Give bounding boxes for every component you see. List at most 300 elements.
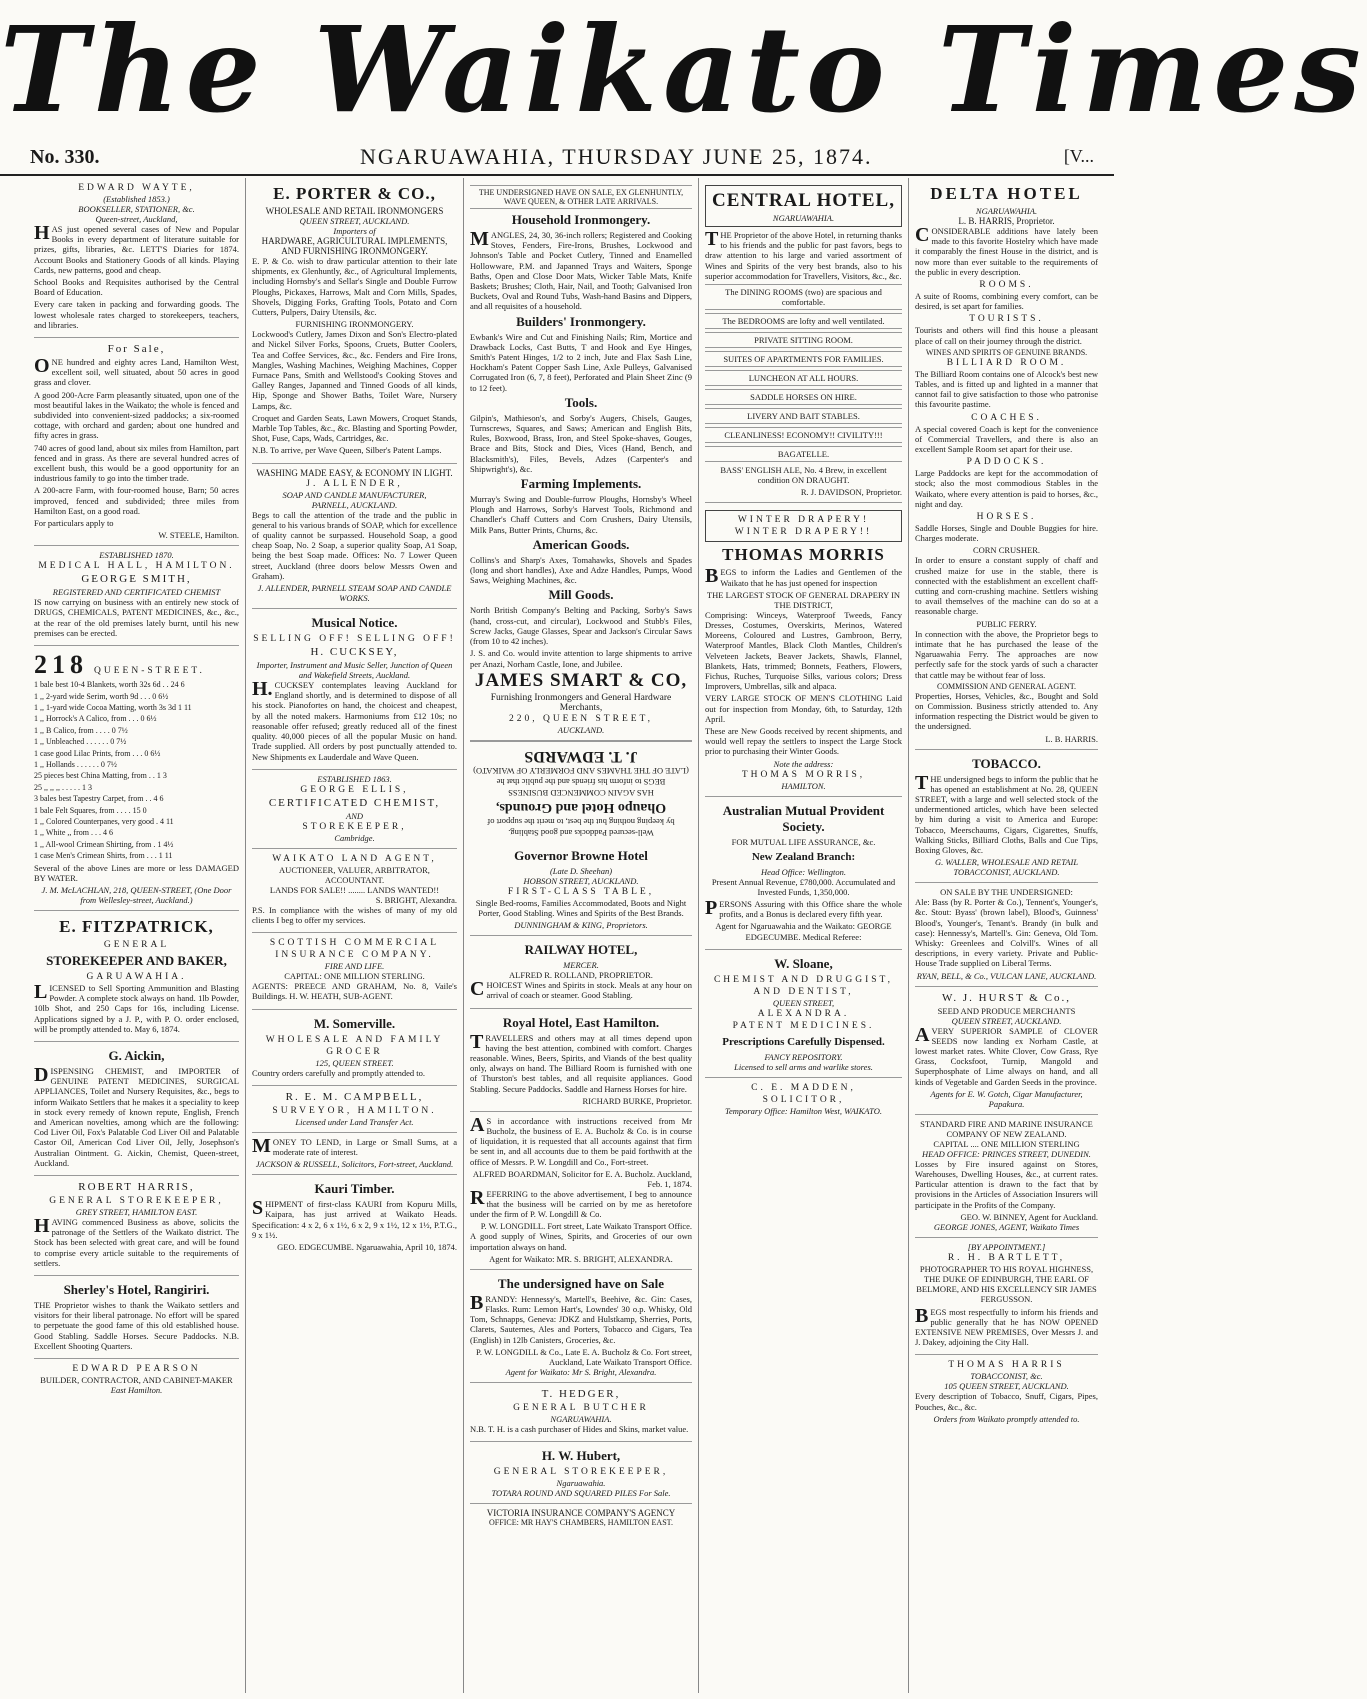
morris-body-1: BEGS to inform the Ladies and Gentlemen of the Waikato that he has just opened for inspection [705, 565, 902, 588]
delta-name: DELTA HOTEL [930, 184, 1083, 203]
kauri-head: Kauri Timber. [314, 1181, 395, 1197]
for-sale-body-5: For particulars apply to [34, 518, 114, 529]
builders-head: Builders' Ironmongery. [516, 313, 646, 329]
porter-goods: HARDWARE, AGRICULTURAL IMPLEMENTS, AND FURNISHING IRONMONGERY. [261, 236, 448, 256]
ohaupo-line: J. T. EDWARDS [524, 747, 638, 765]
smart-top-head: THE UNDERSIGNED HAVE ON SALE, EX GLENHUNTLY, WAVE QUEEN, & OTHER LATE ARRIVALS. [470, 185, 692, 209]
tobacco-head: TOBACCO. [972, 755, 1041, 771]
hurst-trade: SEED AND PRODUCE MERCHANTS [937, 1005, 1076, 1016]
billiard-body: The Billiard Room contains one of Alcock's best new Tables, and is fitted up and lighted in a manner that cannot fail to give satisfaction to those who patronise this favourite pastime. [915, 368, 1098, 410]
somerville-body: Country orders carefully and promptly attended to. [252, 1067, 426, 1078]
issue-number: No. 330. [30, 146, 100, 168]
corn-head: CORN CRUSHER. [972, 545, 1041, 556]
farming-head: Farming Implements. [520, 476, 642, 492]
winter-drapery-head: WINTER DRAPERY! [737, 515, 870, 526]
agent-head: WAIKATO LAND AGENT, [272, 853, 437, 864]
q218-street: QUEEN-STREET. [94, 666, 205, 677]
sloane-place: ALEXANDRA. [757, 1008, 850, 1019]
central-line-6: SADDLE HORSES ON HIRE. [705, 389, 902, 405]
ellis-name: GEORGE ELLIS, [300, 784, 409, 795]
smart-name: JAMES SMART & CO, [474, 669, 688, 691]
est-1863: ESTABLISHED 1863. [317, 773, 392, 784]
mill-head: Mill Goods. [548, 587, 614, 603]
household-body: MANGLES, 24, 30, 36-inch rollers; Registered and Cooking Stoves, Fenders, Fire-Irons, Brushes, Lockwood and Johnson's Table and Pocket Cutlery, Tinned and Enamelled Hollowware, P.M. and Japanned Trays and Waiters, Sponge Baths, Open and Close Door Mats, Wicker Table Mats, Knife Baskets; Brushes; Cloth, Hair, Nail, and Tooth; Galvanised Iron Buckets, Oval and Round Tubs, Wash-hand Basins and Dippers, and all requisites of a household. [470, 228, 692, 312]
ohaupo-line: BEGS to inform his friends and the public that he [496, 776, 666, 787]
somerville-trade: WHOLESALE AND FAMILY GROCER [265, 1034, 444, 1057]
pearson-place: East Hamilton. [110, 1385, 163, 1396]
hedger-name: T. HEDGER, [541, 1387, 621, 1400]
household-head: Household Ironmongery. [511, 212, 651, 227]
soap-addr: PARNELL, AUCKLAND. [311, 499, 398, 510]
porter-ad [252, 178, 457, 464]
gov-head: Governor Browne Hotel [514, 847, 648, 863]
somerville-addr: 125, QUEEN STREET. [315, 1057, 394, 1068]
amp-body-2: PERSONS Assuring with this Office share the whole profits, and a Bonus is declared every fifth year. [705, 897, 902, 920]
ohaupo-ad-inverted [470, 741, 692, 842]
hubert-ad [470, 1442, 692, 1504]
q218-row: 1 ,, Unbleached . . . . . . 0 7½ [34, 737, 127, 747]
comm-body: Properties, Horses, Vehicles, &c., Bought and Sold on Commission. Business strictly attended to. Any information respecting the District would be given to the undersigned. [915, 690, 1098, 732]
tourists-head: TOURISTS. [969, 314, 1044, 325]
wayte-trade: BOOKSELLER, STATIONER, &c. [78, 204, 195, 214]
pearson-trade: BUILDER, CONTRACTOR, AND CABINET-MAKER [40, 1375, 233, 1386]
kauri-ad [252, 1175, 457, 1257]
coaches-head: COACHES. [971, 412, 1042, 423]
morris-ad [705, 503, 902, 796]
undersigned-body: BRANDY: Hennessy's, Martell's, Beehive, &c. Gin: Cases, Flasks. Rum: Lemon Hart's, Lowndes' 30 o.p. Whisky, Old Tom, Schnapps, Geneva: JDKZ and Hulstkamp, Sherries, Ports, Clarets, Sauternes, Ales and Porters, Tobacco and Cigars, Tea (English) in 12lb Canisters, Groceries, &c. [470, 1291, 692, 1345]
ferry-head: PUBLIC FERRY. [976, 618, 1037, 629]
q218-row: 1 case good Lilac Prints, from . . . 0 6½ [34, 748, 161, 758]
for-sale-head: For Sale, [107, 343, 166, 356]
columns [28, 178, 1104, 1693]
sherley-ad [34, 1276, 239, 1359]
delta-prop: L. B. HARRIS, Proprietor. [958, 216, 1055, 226]
railway-body: CHOICEST Wines and Spirits in stock. Meals at any hour on arrival of coach or steamer. Good Stabling. [470, 978, 692, 1001]
hubert-trade: GENERAL STOREKEEPER, [493, 1466, 669, 1477]
tools-head: Tools. [564, 394, 598, 410]
ohaupo-line: HAS AGAIN COMMENCED BUSINESS [508, 787, 654, 798]
q218-row: 25 pieces best China Matting, from . . 1 3 [34, 771, 167, 781]
central-line-3: PRIVATE SITTING ROOM. [705, 332, 902, 348]
for-sale-body-2: A good 200-Acre Farm pleasantly situated, upon one of the most beautiful lakes in the Waikato; the whole is fenced and subdivided into convenient-sized paddocks; a six-roomed cottage, with orchard and garden; about one hundred and fifty acres in grass. [34, 389, 239, 441]
q218-row: 1 ,, 1-yard wide Cocoa Matting, worth 3s 3d 1 11 [34, 702, 192, 712]
mill-note: J. S. and Co. would invite attention to large shipments to arrive per Anazi, Norham Castle, Ione, and Jubilee. [470, 648, 692, 669]
central-body: THE Proprietor of the above Hotel, in returning thanks to his friends and the public for past favors, begs to draw attention to his large and varied assortment of Wines and Spirits of the very best brands, also to his superior accommodation for Travellers, Visitors, &c., &c. [705, 228, 902, 281]
porter-name: E. PORTER & CO., [273, 184, 436, 203]
hedger-nb: N.B. T. H. is a cash purchaser of Hides and Skins, market value. [470, 1423, 689, 1434]
money-body: MONEY TO LEND, in Large or Small Sums, at a moderate rate of interest. [252, 1134, 457, 1157]
longdill-body: REFERRING to the above advertisement, I beg to announce that the business will be carried on by me as heretofore under the firm of P. W. Longdill & Co. [470, 1186, 692, 1220]
gov-addr: HOBSON STREET, AUCKLAND. [523, 875, 639, 886]
tools-body: Gilpin's, Mathieson's, and Sorby's Augers, Chisels, Gauges, Turnscrews, Squares, and Saws; American and English Bits, Rules, Boxwood, Brass, Iron, and Steel Spoke-shaves, Gouges, Brace and Bits, Stock and Dies, Vices (Hand, Bench, and Blacksmith's), Files, Bevels, Adzes (Carpenter's and Shipwright's), &c. [470, 412, 692, 474]
ellis-place: Cambridge. [334, 832, 375, 843]
q218-row: 1 ,, Colored Counterpanes, very good . 4 11 [34, 816, 174, 826]
victoria-ad [470, 1504, 692, 1532]
ryan-bell-ad [915, 883, 1098, 986]
q218-row: 3 bales best Tapestry Carpet, from . . 4 6 [34, 794, 164, 804]
harris-body: HAVING commenced Business as above, solicits the patronage of the Settlers of the Waikato district. The Stock has been selected with great care, and will be found to comprise every article suitable to the requirements of settlers. [34, 1215, 239, 1268]
volume: [V... [1063, 146, 1094, 166]
q218-number: 218 [34, 650, 88, 680]
aickin-body: DISPENSING CHEMIST, and IMPORTER of GENUINE PATENT MEDICINES, SURGICAL APPLIANCES, Toilet and Nursery Requisites, &c., begs to inform Waikato Settlers that he makes it a speciality to keep in stock every remedy of known repute, English, French and American novelties, among which are the following: Cod Liver Oil, Fox's Palatable Cod Liver Oil and Palatable Castor Oil, American Cod Liver Oil, Jelly, Josephson's Australian Ointment. G. Aickin, Chemist, Queen-street, Auckland. [34, 1064, 239, 1168]
q218-row: 1 ,, Hollands . . . . . . 0 7½ [34, 759, 117, 769]
q218-row: 1 bale best 10-4 Blankets, worth 32s 6d . . 24 6 [34, 680, 185, 690]
farming-body: Murray's Swing and Double-furrow Ploughs, Hornsby's Wheel Plough and Harrows, Sorby's Harvest Tools, Richmond and Chandler's Chaff Cutters and Corn Crushers, Dairy Utensils, Milk Pans, Butter Prints, Churns, &c. [470, 494, 692, 535]
governor-browne-ad [470, 842, 692, 936]
sloane-name: W. Sloane, [774, 955, 833, 971]
q218-signature: J. M. McLACHLAN, 218, QUEEN-STREET, (One Door from Wellesley-street, Auckland.) [41, 885, 232, 905]
bartlett-body: PHOTOGRAPHER TO HIS ROYAL HIGHNESS, THE DUKE OF EDINBURGH, THE EARL OF BELMORE, AND HIS EXCELLENCY SIR JAMES FERGUSSON. [916, 1263, 1097, 1305]
central-line-2: The BEDROOMS are lofty and well ventilated. [705, 313, 902, 329]
porter-trade: WHOLESALE AND RETAIL IRONMONGERS [265, 206, 444, 216]
dateline [0, 140, 1114, 176]
bartlett-body-2: BEGS most respectfully to inform his friends and public generally that he has NOW OPENED EXTENSIVE NEW PREMISES, Over Messrs J. and J. Dakey, adjoining the City Hall. [915, 1304, 1098, 1348]
licensed-arms: Licensed to sell arms and warlike stores. [734, 1061, 873, 1072]
column-5 [909, 178, 1104, 1693]
railway-hotel-ad [470, 936, 692, 1008]
gov-body: Single Bed-rooms, Families Accommodated, Boots and Night Porter, Good Stabling. Wines and Spirits of the Best Brands. [475, 897, 687, 918]
sloane-patent: PATENT MEDICINES. [732, 1020, 875, 1031]
fitz-place: GARUAWAHIA. [86, 972, 187, 982]
longdill-signature: P. W. LONGDILL. Fort street, Late Waikato Transport Office. [480, 1221, 692, 1232]
scot-sub: INSURANCE COMPANY. [275, 950, 434, 961]
amp-ad [705, 797, 902, 950]
land-agent-ad [252, 849, 457, 933]
bucholz-signature: ALFRED BOARDMAN, Solicitor for E. A. Bucholz. Auckland, Feb. 1, 1874. [472, 1168, 692, 1189]
builders-body: Ewbank's Wire and Cut and Finishing Nails; Rim, Mortice and Drawback Locks, Cast Butts, T and Hook and Eye Hinges, Smith's Patent Hinges, 1/2 to 2 inch, Jute and Flax Sash Line, Hockham's Patent Copper Sash Line, Axle Pulleys, Galvanised Corrugated Iron (6, 7, 8 feet), Perforated and Plain Sheet Zinc (9 to 12 feet). [470, 331, 692, 393]
medical-hall: MEDICAL HALL, HAMILTON. [38, 561, 235, 572]
for-sale-body-1: ONE hundred and eighty acres Land, Hamilton West, excellent soil, well situated, about 50 acres in good grass and clover. [34, 355, 239, 388]
sfm-office: HEAD OFFICE: PRINCES STREET, DUNEDIN. [922, 1148, 1091, 1159]
cucksey-ad [252, 609, 457, 770]
smart-city: AUCKLAND. [557, 724, 605, 735]
th-name: THOMAS HARRIS [948, 1360, 1065, 1371]
somerville-name: M. Somerville. [313, 1015, 396, 1031]
madden-trade: SOLICITOR, [762, 1094, 845, 1105]
thomas-harris-ad [915, 1355, 1098, 1428]
morris-place: HAMILTON. [781, 780, 826, 791]
q218-row: 1 bale Felt Squares, from . . . . 15 0 [34, 805, 147, 815]
scot-fire: FIRE AND LIFE. [324, 961, 385, 972]
campbell-ad [252, 1086, 457, 1133]
soap-trade: SOAP AND CANDLE MANUFACTURER, [282, 489, 427, 500]
q218-row: 1 ,, 2-yard wide Serim, worth 9d . . . 0 6½ [34, 691, 169, 701]
central-line-4: SUITES OF APARTMENTS FOR FAMILIES. [705, 351, 902, 367]
masthead [0, 0, 1367, 140]
sfm-body: Losses by Fire insured against on Stores, Warehouses, Dwelling Houses, &c., at current rates. Particular attention is drawn to the fact that by provisions in the Articles of Association Insurers will participate in the Profits of the Company. [915, 1158, 1098, 1210]
q218-price-list [34, 680, 239, 861]
rooms-body: A suite of Rooms, combining every comfort, can be desired, is set apart for families. [915, 291, 1098, 312]
paddocks-head: PADDOCKS. [966, 457, 1047, 468]
mclachlan-ad [34, 646, 239, 911]
sloane-addr: QUEEN STREET, [772, 997, 835, 1008]
porter-body-2: Lockwood's Cutlery, James Dixon and Son's Electro-plated and Nickel Silver Forks, Spoons, Cruets, Butter Coolers, Tea and Coffee Services, &c., &c. Fenders and Fire Irons, Mangles, Washing Machines, Weighing Machines, Copper Furnace Pans, Smith and Wellstood's Cooking Stoves and Galley Ranges, Japanned and Tinned Goods of all kinds, Hip, Sponge and Shower Baths, Toilet Ware, Nursery Lamps, &c. [252, 329, 457, 411]
column-4 [699, 178, 909, 1693]
fitz-body: LICENSED to Sell Sporting Ammunition and Blasting Powder. A complete stock always on hand. 1lb Powder, 10lb Shot, and 250 Caps for 16s, including License. Applications signed by a J. P., with P. O. order enclosed, will be promptly attended to. May 6, 1874. [34, 981, 239, 1034]
wayte-body-1: HAS just opened several cases of New and Popular Books in every department of literature suitable for prizes, gifts, libraries, &c. LETT'S Diaries for 1874. Account Books and Stationery Goods of all kinds. Playing Cards, new patterns, good and cheap. [34, 222, 239, 275]
cucksey-trade: Importer, Instrument and Music Seller, Junction of Queen and Wakefield Streets, Auckland. [256, 660, 453, 681]
delta-place: NGARUAWAHIA. [975, 206, 1038, 216]
onsale-body: Ale: Bass (by R. Porter & Co.), Tennent's, Younger's, &c. Stout: Byass' (brown label), Blood's, Guinness' Blood's, Younger's, Tenant's. Brandy (in bulk and case): Hennessy's, Martell's. Gin: Geneva, Old Tom. Whisky: Greenlees and Colvill's. Wines of all descriptions, in every variety. Private and Public-House Trade supplied on Liberal Terms. [915, 897, 1098, 969]
american-head: American Goods. [532, 536, 630, 552]
ellis-ad [252, 770, 457, 849]
smith-name: GEORGE SMITH, [81, 573, 192, 586]
hurst-body: AVERY SUPERIOR SAMPLE of CLOVER SEEDS now landing ex Norham Castle, at lowest market rates. White Clover, Cow Grass, Rye Grass, Cocksfoot, Turnip, Mangold and Superphosphate of Lime always on hand, and all kinds of Vegetable and Garden Seeds in the province. [915, 1023, 1098, 1087]
central-signature: R. J. DAVIDSON, Proprietor. [800, 487, 902, 498]
est-1870: ESTABLISHED 1870. [99, 550, 174, 561]
th-trade: TOBACCONIST, &c. [970, 1371, 1043, 1382]
for-sale-body-3: 740 acres of good land, about six miles from Hamilton, part fenced and in grass. As there are several hundred acres of excellent bush, this would be a good opportunity for an industrious family to go into the timber trade. [34, 442, 239, 484]
campbell-body: Licensed under Land Transfer Act. [295, 1116, 414, 1127]
wayte-name: EDWARD WAYTE, [78, 183, 195, 193]
hedger-place: NGARUAWAHIA. [550, 1413, 612, 1424]
american-body: Collins's and Sharp's Axes, Tomahawks, Shovels and Spades (long and short handles), Axe and Adze Handles, Pumps, Wood Saws, Weighing Machines, &c. [470, 554, 692, 586]
gov-late: (Late D. Sheehan) [549, 865, 613, 876]
smith-title: REGISTERED AND CERTIFICATED CHEMIST [52, 587, 221, 598]
bartlett-appt: [BY APPOINTMENT.] [967, 1241, 1046, 1252]
hubert-sub: TOTARA ROUND AND SQUARED PILES For Sale. [491, 1487, 671, 1498]
victoria-head: VICTORIA INSURANCE COMPANY'S AGENCY [486, 1507, 676, 1518]
music-head: Musical Notice. [311, 615, 398, 631]
aickin-name: G. Aickin, [108, 1048, 165, 1064]
column-2 [246, 178, 464, 1693]
fitz-trade: STOREKEEPER AND BAKER, [46, 953, 227, 968]
scot-agents: AGENTS: PREECE AND GRAHAM, No. 8, Vaile's Buildings. H. W. HEATH, SUB-AGENT. [252, 981, 457, 1002]
central-line-8: CLEANLINESS! ECONOMY!! CIVILITY!!! [705, 427, 902, 443]
delta-hotel-ad [915, 178, 1098, 750]
bright-head: Agent for Waikato: MR. S. BRIGHT, ALEXANDRA. [489, 1253, 673, 1264]
wayte-est: (Established 1853.) [103, 194, 170, 204]
central-name: CENTRAL HOTEL, [712, 190, 895, 211]
longdill-note: A good supply of Wines, Spirits, and Groceries of our own importation always on hand. [470, 1231, 692, 1252]
prescriptions: Prescriptions Carefully Dispensed. [722, 1035, 885, 1048]
morris-body-4: These are New Goods received by recent shipments, and would well repay the settlers to inspect the Large Stock prior to purchasing their Winter Goods. [705, 726, 902, 757]
hedger-ad [470, 1383, 692, 1442]
ohaupo-line: (LATE OF THE THAMES AND FORMERLY OF WAIKATO) [473, 765, 689, 776]
horses-body: Saddle Horses, Single and Double Buggies for hire. Charges moderate. [915, 523, 1098, 544]
kauri-body: SHIPMENT of first-class KAURI from Kopuru Mills, Kaipara, has just arrived at Waikato Heads. Specification: 4 x 2, 6 x 1½, 6 x 2, 9 x 1½, 12 x 1½, P.T.G., 9 x 1½. [252, 1197, 457, 1240]
undersigned-signature: P. W. LONGDILL & Co., Late E. A. Bucholz & Co. Fort street, Auckland, Late Waikato Transport Office. [476, 1346, 692, 1367]
campbell-trade: SURVEYOR, HAMILTON. [272, 1105, 437, 1116]
central-line-1: The DINING ROOMS (two) are spacious and comfortable. [705, 284, 902, 310]
ellis-and: AND [346, 810, 363, 821]
porter-subhead: FURNISHING IRONMONGERY. [295, 319, 414, 330]
kauri-signature: GEO. EDGECUMBE. Ngaruawahia, April 10, 1874. [277, 1241, 457, 1252]
wines-head: WINES AND SPIRITS OF GENUINE BRANDS. [925, 347, 1088, 357]
fitz-general: GENERAL [103, 940, 170, 950]
porter-nb: N.B. To arrive, per Wave Queen, Silber's Patent Lamps. [252, 445, 442, 456]
morris-body-2: Comprising: Winceys, Waterproof Tweeds, Fancy Dresses, Costumes, Overskirts, Merinos, Watered Moreens, Coloured and Lustres, Gambroon, Berry, Waterproof Mantles, Black Cloth Mantles, Children's Velveteen Jackets, Beaver Jackets, Shawls, Flannel, Blankets, Hats, trimmed; Bonnets, Feathers, Flowers, Fichus, Ruches, Turquoise Silks, various colors; Dress Improvers, Umbrellas, silk and alpaca. [705, 609, 902, 692]
sloane-trade: CHEMIST AND DRUGGIST, AND DENTIST, [713, 974, 894, 997]
billiard-head: BILLIARD ROOM. [946, 357, 1067, 368]
for-sale-body-4: A 200-acre Farm, with four-roomed house, Barn; 50 acres improved, fenced and subdivided; three miles from Hamilton East, on a good road. [34, 485, 239, 516]
coaches-body: A special covered Coach is kept for the convenience of Commercial Travellers, and there is also an excellent Sample Room set apart for their use. [915, 423, 1098, 455]
smith-body: IS now carrying on business with an entirely new stock of DRUGS, CHEMICALS, PATENT MEDICINES, &c., &c., at the rear of the old premises lately burnt, until his new premises can be erected. [34, 597, 239, 638]
scottish-ad [252, 933, 457, 1009]
agent-signature: S. BRIGHT, Alexandra. [375, 894, 457, 905]
cucksey-body: H.CUCKSEY contemplates leaving Auckland for England shortly, and is determined to dispose of all his stock. Pianofortes on hand, the choicest and cheapest, by all the noted makers. Harmoniums from £12 10s; no reasonable offer refused; greatly reduced all of the finest quality. 40,000 pieces of all the popular Music on hand. Trade supplied. All orders by post punctually attended to. New Shipments ex Lauderdale and Wave Queen. [252, 678, 457, 762]
scot-capital: CAPITAL: ONE MILLION STERLING. [284, 971, 425, 982]
bucholz-body: AS in accordance with instructions received from Mr Bucholz, the business of E. A. Bucholz & Co. is in course of liquidation, it is requested that all accounts against that firm be sent in, and all accounts due to them be paid forthwith at the office of Messrs. P. W. Longdill and Co., Fort-street. [470, 1113, 692, 1167]
royal-signature: RICHARD BURKE, Proprietor. [582, 1095, 692, 1106]
mill-body: North British Company's Belting and Packing, Sorby's Saws (hand, cross-cut, and circular), Lockwood and Stubb's Files, Screw Jacks, Gauge Glasses, Spear and Jackson's Circular Saws (from 10 to 42 inches). [470, 605, 692, 647]
smart-ad [470, 178, 692, 741]
royal-body: TRAVELLERS and others may at all times depend upon having the best attention, combined with comfort. Charges reasonable. Wines, Beers, Spirits, and Viands of the best quality only, always on hand. The Billiard Room is furnished with one of Thurston's best tables, and all requisite appliances. Good Stabling. Secure Paddocks. Saddle and Harness Horses for hire. [470, 1030, 692, 1094]
agent-sub: AUCTIONEER, VALUER, ARBITRATOR, ACCOUNTANT. [279, 864, 430, 885]
campbell-name: R. E. M. CAMPBELL, [285, 1090, 424, 1103]
money-signature: JACKSON & RUSSELL, Solicitors, Fort-street, Auckland. [255, 1159, 454, 1170]
column-3 [464, 178, 699, 1693]
porter-body-1: E. P. & Co. wish to draw particular attention to their late shipments, ex Glenhuntly, &c., of Agricultural Implements, including Hornsby's and Sellar's Single and Double Furrow Ploughs, Pickaxes, Harrows, Malt and Corn Mills, Spades, Shovels, Digging Forks, Grafting Tools, Potato and Corn Cutters, Pulpers, Dairy Utensils, &c. [252, 256, 457, 318]
wayte-body-3: Every care taken in packing and forwarding goods. The lowest wholesale rates charged to storekeepers, teachers, and libraries. [34, 299, 239, 330]
sfm-sub: GEORGE JONES, AGENT, Waikato Times [933, 1221, 1080, 1232]
morris-name: THOMAS MORRIS [722, 545, 885, 565]
fitz-name: E. FITZPATRICK, [59, 917, 214, 936]
hedger-trade: GENERAL BUTCHER [513, 1402, 649, 1413]
undersigned-ad [470, 1270, 692, 1383]
harris-ad [34, 1176, 239, 1276]
comm-head: COMMISSION AND GENERAL AGENT. [936, 681, 1077, 691]
bartlett-name: R. H. BARTLETT, [947, 1252, 1066, 1263]
sherley-body: THE Proprietor wishes to thank the Waikato settlers and visitors for their liberal patronage. No effort will be spared to perpetuate the good fame of this old established house. Good Stabling. Saddle Horses. Secure Paddocks. N.B. Excellent Shooting Quarters. [34, 1300, 239, 1351]
hurst-addr: QUEEN STREET, AUCKLAND. [951, 1015, 1062, 1026]
royal-hotel-ad [470, 1009, 692, 1112]
soap-name: J. ALLENDER, [306, 478, 403, 489]
smith-ad [34, 546, 239, 646]
agent-ps: P.S. In compliance with the wishes of many of my old clients I beg to offer my services. [252, 904, 457, 925]
hurst-agent: Agents for E. W. Gotch, Cigar Manufacturer, Papakura. [930, 1088, 1083, 1109]
q218-row: 1 case Men's Crimean Shirts, from . . . 1 11 [34, 851, 173, 861]
madden-office: Temporary Office: Hamilton West, WAIKATO. [725, 1105, 882, 1116]
railway-prop: ALFRED R. ROLLAND, PROPRIETOR. [509, 970, 653, 981]
aickin-ad [34, 1042, 239, 1176]
comm-signature: L. B. HARRIS. [1045, 733, 1098, 744]
column-1 [28, 178, 246, 1693]
morris-body-3: VERY LARGE STOCK OF MEN'S CLOTHING Laid out for inspection from Monday, 6th, to Saturday, 12th April. [705, 693, 902, 724]
pearson-ad [34, 1359, 239, 1400]
madden-ad [705, 1078, 902, 1121]
wayte-addr: Queen-street, Auckland, [95, 214, 178, 224]
somerville-ad [252, 1010, 457, 1086]
money-ad [252, 1133, 457, 1175]
scot-head: SCOTTISH COMMERCIAL [269, 938, 440, 949]
for-sale-signature: W. STEELE, Hamilton. [158, 530, 239, 541]
delta-body: CONSIDERABLE additions have lately been made to this favorite Hostelry which have made it comparably the finest House in the district, and is now more than ever suitable to the requirements of the public in every description. [915, 224, 1098, 277]
morris-sub: THE LARGEST STOCK OF GENERAL DRAPERY IN THE DISTRICT, [706, 589, 901, 610]
central-place: NGARUAWAHIA. [772, 213, 835, 223]
rooms-head: ROOMS. [979, 280, 1034, 291]
central-line-5: LUNCHEON AT ALL HOURS. [705, 370, 902, 386]
pearson-name: EDWARD PEARSON [72, 1364, 201, 1375]
hubert-place: Ngaruawahia. [556, 1477, 606, 1488]
corn-body: In order to ensure a constant supply of chaff and crushed maize for use in the stable, there is connected with the establishment an excellent chaff-cutting and corn-crushing machine. Settlers wishing to avail themselves of the machine can do so at a reasonable charge. [915, 555, 1098, 617]
sfm-signature: GEO. W. BINNEY, Agent for Auckland. [960, 1211, 1098, 1222]
railway-place: MERCER. [563, 960, 599, 971]
q218-row: 1 ,, B Calico, from . . . . 0 7½ [34, 725, 128, 735]
winter-drapery-sub: WINTER DRAPERY!! [734, 527, 873, 538]
amp-agent: Agent for Ngaruawahia and the Waikato: GEORGE EDGECUMBE. Medical Referee: [715, 921, 892, 942]
sfm-head: STANDARD FIRE AND MARINE INSURANCE COMPANY OF NEW ZEALAND. [920, 1118, 1093, 1139]
harris-addr: GREY STREET, HAMILTON EAST. [75, 1207, 198, 1218]
music-sub: SELLING OFF! SELLING OFF! [253, 634, 456, 645]
th-addr: 105 QUEEN STREET, AUCKLAND. [944, 1381, 1069, 1392]
porter-importers: Importers of [333, 226, 376, 236]
tobacco-signature: G. WALLER, WHOLESALE AND RETAIL TOBACCONIST, AUCKLAND. [934, 857, 1079, 878]
amp-head: Australian Mutual Provident Society. [722, 802, 885, 834]
victoria-sub: OFFICE: MR HAY'S CHAMBERS, HAMILTON EAST. [489, 1517, 673, 1527]
hurst-ad [915, 987, 1098, 1115]
fitzpatrick-ad [34, 911, 239, 1042]
gov-signature: DUNNINGHAM & KING, Proprietors. [514, 920, 648, 931]
tobacco-body: THE undersigned begs to inform the public that he has opened an establishment at No. 28, QUEEN STREET, with a large and well selected stock of the undermentioned articles, which have been selected by him during a visit to America and Europe: Tobacco, Meerschaums, Cigars, Cigarettes, Snuffs, Walking Sticks, Billiard Cloths, Balls and Cue Tips, Boxing Gloves, &c. [915, 771, 1098, 855]
sloane-ad [705, 950, 902, 1078]
porter-addr: QUEEN STREET, AUCKLAND. [299, 216, 410, 226]
q218-row: 1 ,, All-wool Crimean Shirting, from . 1 4½ [34, 839, 174, 849]
morris-signature: THOMAS MORRIS, [741, 769, 866, 780]
q218-row: 1 ,, Horrock's A Calico, from . . . 0 6½ [34, 714, 157, 724]
amp-body: Present Annual Revenue, £780,000. Accumulated and Invested Funds, 1,350,000. [711, 876, 896, 897]
sfm-capital: CAPITAL .... ONE MILLION STERLING [933, 1138, 1080, 1149]
bartlett-ad [915, 1238, 1098, 1356]
ohaupo-line: by keeping nothing but the best, to merit the support of [487, 816, 675, 827]
fancy-repository: FANCY REPOSITORY. [764, 1051, 843, 1062]
ellis-title: CERTIFICATED CHEMIST, [268, 796, 441, 809]
amp-office: Head Office: Wellington. [761, 866, 846, 877]
wayte-body-2: School Books and Requisites authorised by the Central Board of Education. [34, 277, 239, 298]
th-note: Orders from Waikato promptly attended to. [933, 1413, 1080, 1424]
soap-head: WASHING MADE EASY, & ECONOMY IN LIGHT. [256, 467, 453, 478]
undersigned-agent: Agent for Waikato: Mr S. Bright, Alexandra. [505, 1366, 657, 1377]
amp-nz: New Zealand Branch: [751, 850, 856, 863]
onsale-head: ON SALE BY THE UNDERSIGNED: [940, 887, 1073, 898]
masthead-title: The Waikato Times [0, 0, 1367, 139]
cucksey-name: H. CUCKSEY, [310, 646, 399, 659]
q218-row: 1 ,, White ,, from . . . 4 6 [34, 828, 113, 838]
for-sale-ad [34, 338, 239, 546]
central-hotel-ad [705, 178, 902, 503]
wayte-ad [34, 178, 239, 338]
gov-table: FIRST-CLASS TABLE, [507, 886, 655, 897]
tourists-body: Tourists and others will find this house a pleasant place of call on their journey through the district. [915, 325, 1098, 346]
central-line-7: LIVERY AND BAIT STABLES. [705, 408, 902, 424]
soap-body: Begs to call the attention of the trade and the public in general to his various brands of SOAP, which for excellence of quality cannot be surpassed. Household Soap, a good cheap Soap, No. 2 Soap, a superior quality Soap, A1 Soap, being the best Soap made. Offices: No. 7 Lower Queen street, Auckland (three doors below Messrs Owen and Graham). [252, 509, 457, 581]
th-body: Every description of Tobacco, Snuff, Cigars, Pipes, Pouches, &c., &c. [915, 1391, 1098, 1412]
royal-head: Royal Hotel, East Hamilton. [502, 1014, 660, 1030]
madden-name: C. E. MADDEN, [751, 1082, 856, 1093]
porter-body-3: Croquet and Garden Seats, Lawn Mowers, Croquet Stands, Marble Top Tables, &c., &c. Blasting and Sporting Powder, Shot, Fuse, Caps, Wads, Cartridges, &c. [252, 412, 457, 444]
central-line-10: BASS' ENGLISH ALE, No. 4 Brew, in excellent condition ON DRAUGHT. [720, 465, 887, 486]
horses-head: HORSES. [976, 512, 1037, 523]
undersigned-head: The undersigned have on Sale [497, 1275, 665, 1291]
q218-note: Several of the above Lines are more or less DAMAGED BY WATER. [34, 862, 239, 883]
waller-ad [915, 750, 1098, 884]
hubert-name: H. W. Hubert, [541, 1447, 621, 1463]
smart-addr: 220, QUEEN STREET, [508, 713, 654, 724]
paddocks-body: Large Paddocks are kept for the accommodation of stock; also the most commodious Stables in the Waikato, where every attention is paid to horses, &c., night and day. [915, 468, 1098, 509]
ohaupo-line: Ohaupo Hotel and Grounds, [495, 799, 667, 815]
standard-insurance-ad [915, 1115, 1098, 1238]
harris-trade: GENERAL STOREKEEPER, [49, 1196, 224, 1207]
soap-signature: J. ALLENDER, PARNELL STEAM SOAP AND CANDLE WORKS. [257, 583, 452, 604]
onsale-signature: RYAN, BELL, & Co., VULCAN LANE, AUCKLAND. [916, 970, 1097, 981]
ohaupo-line: Well-secured Paddocks and good Stabling. [508, 827, 654, 838]
place-date: NGARUAWAHIA, THURSDAY JUNE 25, 1874. [360, 144, 873, 169]
bucholz-notice [470, 1112, 692, 1270]
amp-sub: FOR MUTUAL LIFE ASSURANCE, &c. [731, 836, 876, 847]
morris-note: Note the address: [773, 758, 834, 769]
agent-lands: LANDS FOR SALE!! ........ LANDS WANTED!! [269, 884, 440, 895]
ellis-trade: STOREKEEPER, [302, 821, 407, 832]
